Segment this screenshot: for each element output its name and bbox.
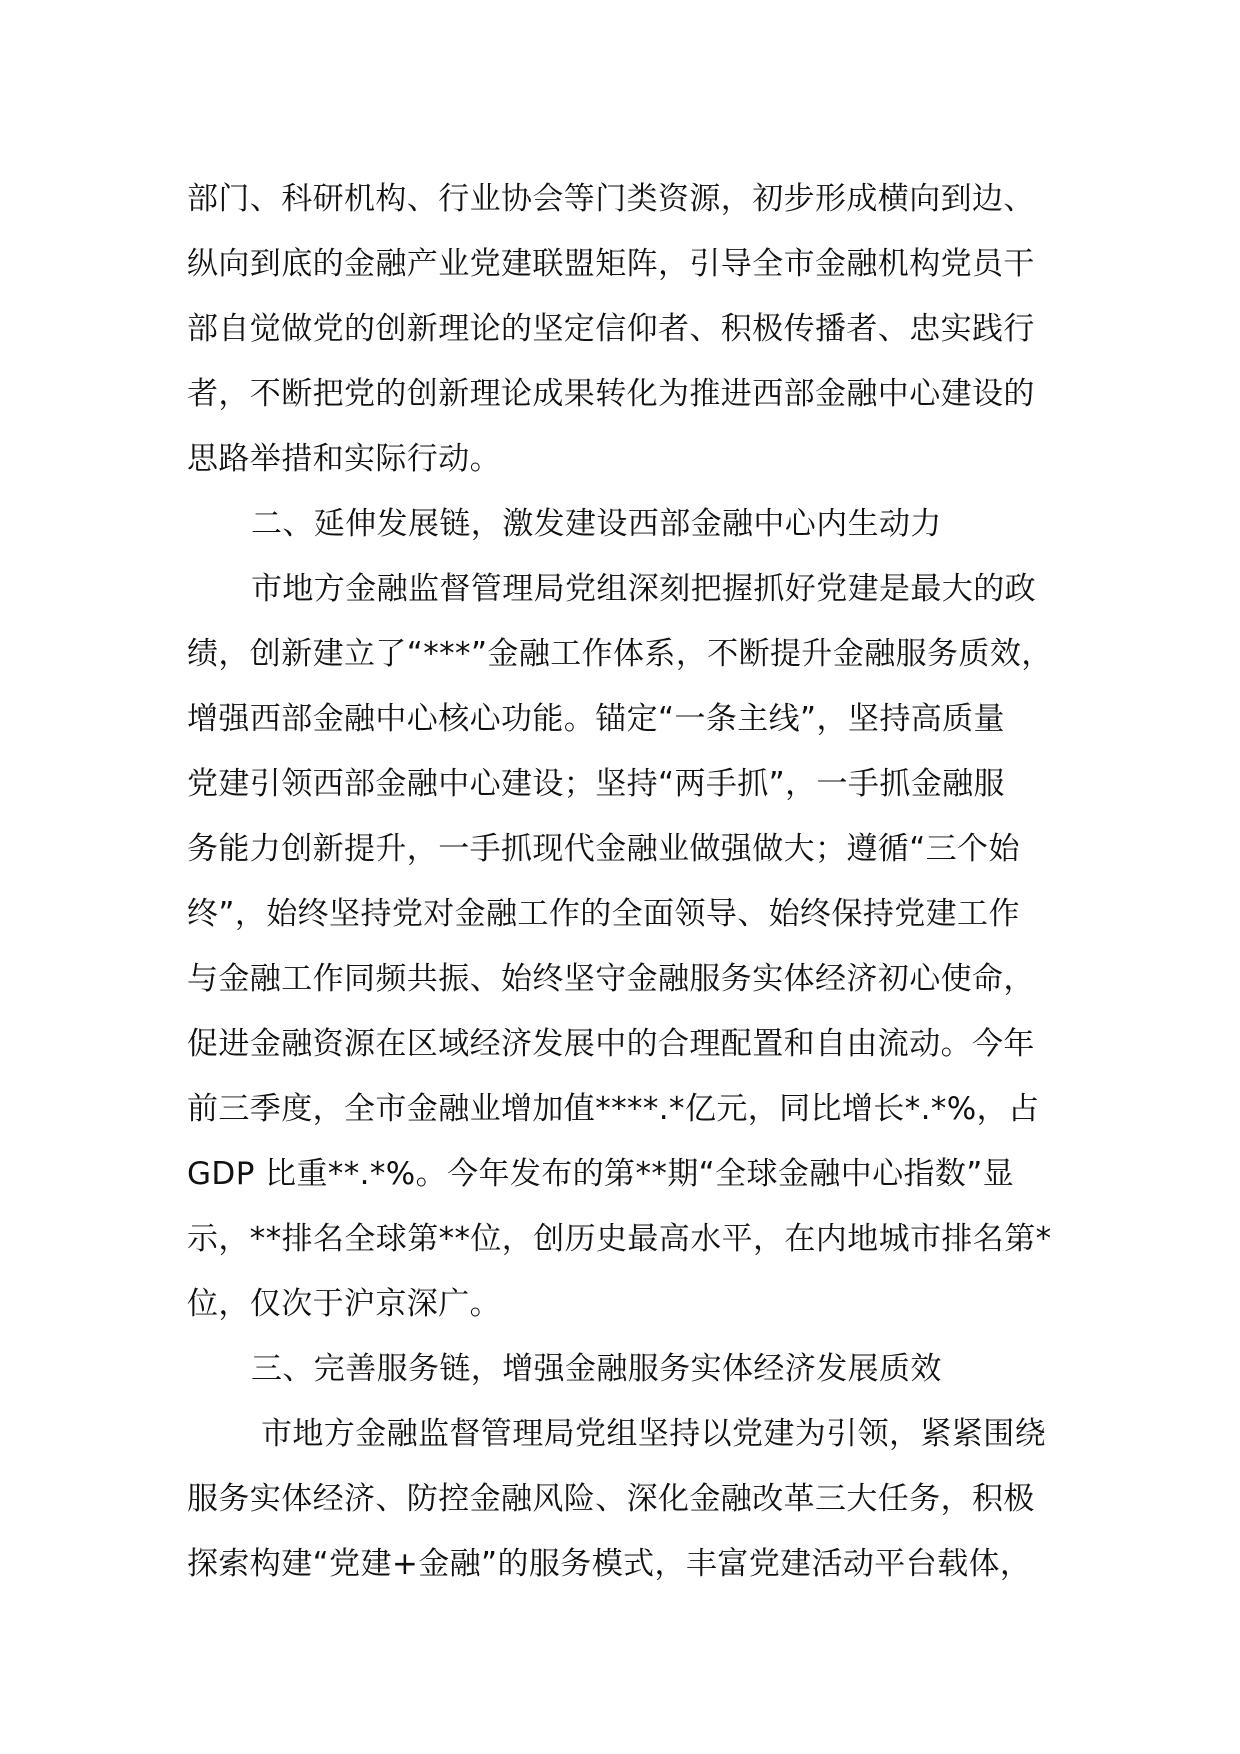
text-line: 部门、科研机构、行业协会等门类资源，初步形成横向到边、 xyxy=(187,181,1035,217)
text-line: 绩，创新建立了“***”金融工作体系，不断提升金融服务质效， xyxy=(187,636,1053,672)
section-heading: 三、完善服务链，增强金融服务实体经济发展质效 xyxy=(251,1351,942,1387)
text-line: 前三季度，全市金融业增加值****.*亿元，同比增长*.*%，占 xyxy=(187,1091,1040,1127)
section-heading: 二、延伸发展链，激发建设西部金融中心内生动力 xyxy=(251,506,942,542)
paragraph-first-line: 市地方金融监督管理局党组坚持以党建为引领，紧紧围绕 xyxy=(261,1416,1046,1452)
text-line: 增强西部金融中心核心功能。锚定“一条主线”，坚持高质量 xyxy=(187,701,1005,737)
text-line: GDP 比重**.*%。今年发布的第**期“全球金融中心指数”显 xyxy=(187,1156,1015,1192)
text-line: 党建引领西部金融中心建设；坚持“两手抓”，一手抓金融服 xyxy=(187,766,1005,802)
body-text xyxy=(187,167,1087,1597)
text-line: 务能力创新提升，一手抓现代金融业做强做大；遵循“三个始 xyxy=(187,831,1020,867)
text-line: 服务实体经济、防控金融风险、深化金融改革三大任务，积极 xyxy=(187,1481,1035,1517)
text-line: 终”，始终坚持党对金融工作的全面领导、始终保持党建工作 xyxy=(187,896,1020,932)
text-line: 纵向到底的金融产业党建联盟矩阵，引导全市金融机构党员干 xyxy=(187,246,1035,282)
text-line: 促进金融资源在区域经济发展中的合理配置和自由流动。今年 xyxy=(187,1026,1035,1062)
text-line: 位，仅次于沪京深广。 xyxy=(187,1286,501,1322)
paragraph-first-line: 市地方金融监督管理局党组深刻把握抓好党建是最大的政 xyxy=(251,571,1036,607)
text-line: 探索构建“党建+金融”的服务模式，丰富党建活动平台载体， xyxy=(187,1546,1032,1582)
text-line: 部自觉做党的创新理论的坚定信仰者、积极传播者、忠实践行 xyxy=(187,311,1035,347)
text-line: 者，不断把党的创新理论成果转化为推进西部金融中心建设的 xyxy=(187,376,1035,412)
text-line: 思路举措和实际行动。 xyxy=(187,441,501,477)
text-line: 示，**排名全球第**位，创历史最高水平，在内地城市排名第* xyxy=(187,1221,1052,1257)
text-line: 与金融工作同频共振、始终坚守金融服务实体经济初心使命， xyxy=(187,961,1035,997)
